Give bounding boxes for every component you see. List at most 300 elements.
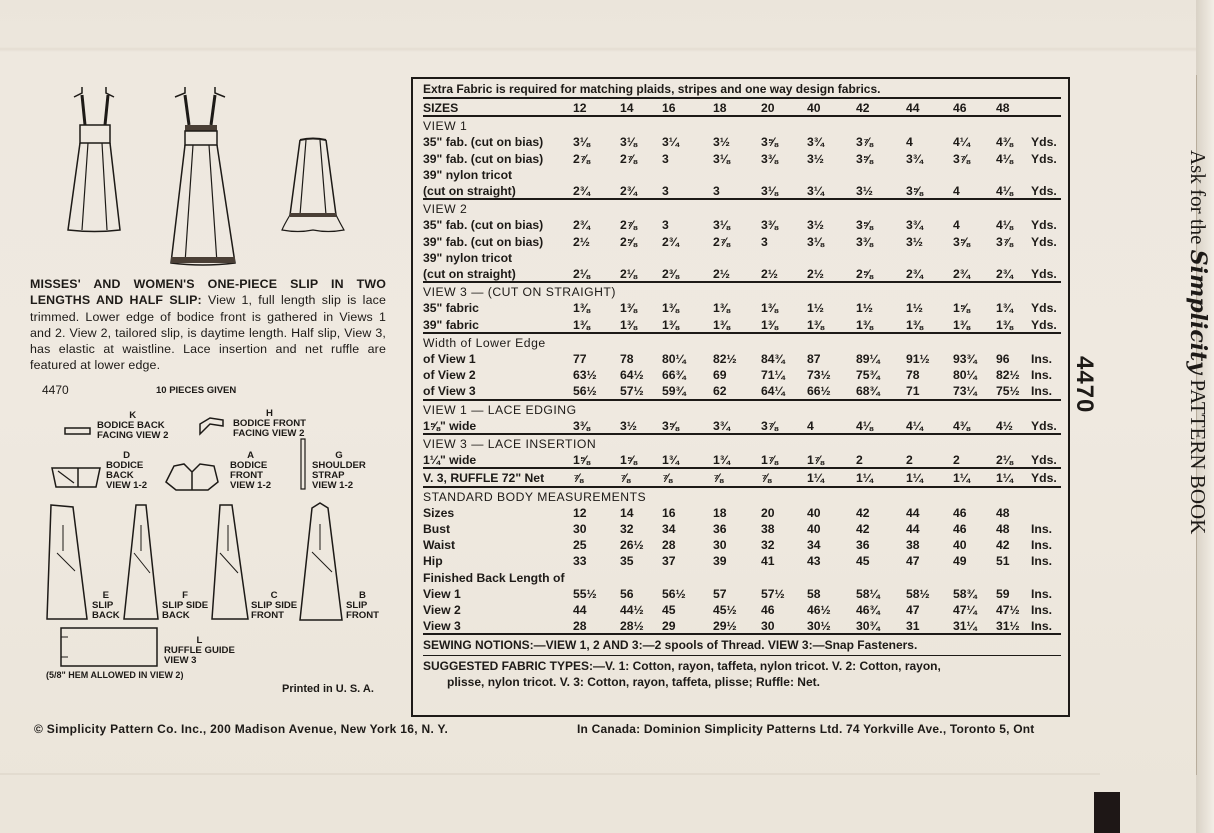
table-cell: 2¾ — [662, 234, 679, 249]
row-label: of View 1 — [423, 352, 476, 366]
piece-e-shape — [45, 503, 90, 621]
table-cell: 1⅜ — [620, 301, 637, 316]
table-cell: 31¼ — [953, 619, 977, 634]
table-cell: 44 — [906, 101, 920, 115]
table-cell: 3⅝ — [953, 234, 970, 249]
unit-label: Ins. — [1031, 554, 1052, 569]
row-label: 39" fabric — [423, 317, 479, 332]
table-cell: 16 — [662, 101, 676, 115]
table-cell: 84¾ — [761, 352, 785, 366]
yardage-chart — [411, 77, 1070, 717]
table-cell: 4⅛ — [996, 218, 1013, 233]
table-cell: 3⅝ — [856, 218, 873, 233]
unit-label: Yds. — [1031, 453, 1057, 468]
table-cell: 1⅜ — [807, 317, 824, 332]
table-cell: 40 — [953, 538, 967, 553]
table-cell: 1¼ — [996, 471, 1013, 486]
table-row — [413, 368, 1068, 383]
table-cell: 30 — [573, 522, 587, 536]
unit-label: Yds. — [1031, 234, 1057, 249]
table-row — [413, 619, 1068, 634]
row-label: 39" nylon tricot — [423, 167, 513, 182]
pattern-description — [30, 276, 386, 374]
table-rule — [423, 433, 1061, 435]
table-cell: 1⅜ — [573, 317, 590, 332]
table-row — [413, 251, 1068, 266]
table-cell: 2⅞ — [620, 151, 637, 166]
table-cell: 1¼ — [856, 471, 873, 486]
table-row — [413, 301, 1068, 316]
table-cell: 2⅛ — [620, 267, 637, 281]
table-cell: 46 — [953, 101, 967, 115]
table-cell: 35 — [620, 554, 634, 569]
table-cell: 49 — [953, 554, 967, 569]
piece-c-label: C SLIP SIDE FRONT — [251, 590, 298, 621]
table-cell: 1½ — [807, 301, 824, 316]
table-cell: 14 — [620, 505, 634, 520]
table-cell: 3⅝ — [856, 151, 873, 166]
piece-b-shape — [298, 500, 344, 622]
table-cell: 1⅜ — [573, 301, 590, 316]
table-rule — [423, 486, 1061, 488]
table-cell: 2⅞ — [713, 234, 730, 249]
table-cell: 78 — [620, 352, 634, 366]
table-cell: 1⅝ — [573, 453, 590, 468]
table-cell: 4 — [906, 135, 913, 150]
table-row — [413, 587, 1068, 602]
table-cell: 58 — [807, 586, 821, 601]
table-row — [413, 152, 1068, 167]
row-label: Finished Back Length of — [423, 570, 565, 585]
unit-label: Yds. — [1031, 135, 1057, 150]
copyright-footer: © Simplicity Pattern Co. Inc., 200 Madison Avenue, New York 16, N. Y. — [34, 722, 449, 736]
table-cell: 62 — [713, 384, 727, 399]
row-label: Hip — [423, 554, 443, 569]
unit-label: Ins. — [1031, 619, 1052, 634]
table-cell: 3½ — [856, 184, 873, 198]
table-cell: 2 — [906, 453, 913, 468]
side-advertisement — [1171, 150, 1211, 690]
table-cell: 12 — [573, 505, 587, 520]
pattern-number-label: 4470 — [42, 383, 69, 397]
piece-k-label: K BODICE BACK FACING VIEW 2 — [97, 410, 169, 441]
table-cell: 30 — [761, 619, 775, 634]
row-label: 39" nylon tricot — [423, 250, 513, 265]
table-cell: 3¾ — [906, 218, 923, 233]
piece-a-shape — [164, 462, 220, 492]
table-cell: 4⅛ — [856, 418, 873, 433]
table-row — [413, 419, 1068, 434]
table-cell: 3½ — [620, 418, 637, 433]
table-cell: 71 — [906, 384, 920, 399]
table-cell: 57 — [713, 586, 727, 601]
table-cell: 47½ — [996, 603, 1020, 617]
table-cell: 47 — [906, 554, 920, 569]
piece-g-shape — [300, 438, 306, 490]
table-cell: 37 — [662, 554, 676, 569]
hem-allowance-note: (5/8" HEM ALLOWED IN VIEW 2) — [46, 670, 184, 680]
piece-l-label: L RUFFLE GUIDE VIEW 3 — [164, 635, 235, 666]
table-cell: 3⅛ — [573, 135, 590, 150]
table-row — [413, 453, 1068, 468]
table-rule — [423, 655, 1061, 656]
table-cell: 1⅜ — [761, 317, 778, 332]
table-cell: 26½ — [620, 538, 644, 553]
table-cell: 2⅝ — [620, 234, 637, 249]
table-cell: 64½ — [620, 368, 644, 383]
table-cell: 89¼ — [856, 352, 880, 366]
row-label: 39" fab. (cut on bias) — [423, 151, 544, 166]
table-cell: ⅞ — [620, 471, 631, 486]
table-cell: 1⅝ — [620, 453, 637, 468]
piece-f-label: F SLIP SIDE BACK — [162, 590, 209, 621]
table-cell: 3⅝ — [906, 184, 923, 198]
row-label: 35" fab. (cut on bias) — [423, 218, 544, 233]
row-label: V. 3, RUFFLE 72" Net — [423, 471, 545, 486]
table-cell: 2⅝ — [856, 267, 873, 281]
table-cell: 31 — [906, 619, 920, 634]
unit-label: Yds. — [1031, 218, 1057, 233]
table-cell: 12 — [573, 101, 587, 115]
table-cell: 3⅞ — [761, 418, 778, 433]
unit-label: Yds. — [1031, 317, 1057, 332]
piece-f-shape — [122, 503, 160, 621]
table-rule — [423, 281, 1061, 283]
table-cell: 63½ — [573, 368, 597, 383]
table-row — [413, 267, 1068, 282]
sewing-notions: SEWING NOTIONS:—VIEW 1, 2 AND 3:—2 spools of Thread. VIEW 3:—Snap Fasteners. — [423, 638, 918, 653]
table-cell: 3⅛ — [761, 184, 778, 198]
row-label: VIEW 1 — LACE EDGING — [423, 402, 577, 417]
table-cell: 3⅝ — [761, 135, 778, 150]
section-title-row — [413, 285, 1068, 300]
row-label: VIEW 1 — [423, 119, 468, 134]
table-cell: 41 — [761, 554, 775, 569]
table-cell: 3⅞ — [856, 135, 873, 150]
table-cell: 29½ — [713, 619, 737, 634]
table-cell: 48 — [996, 505, 1010, 520]
table-rule — [423, 97, 1061, 99]
table-cell: 48 — [996, 522, 1010, 536]
table-row — [413, 571, 1068, 586]
fold-crease — [0, 773, 1100, 775]
table-cell: 1¾ — [662, 453, 679, 468]
row-label: 39" fab. (cut on bias) — [423, 234, 544, 249]
table-cell: 40 — [807, 505, 821, 520]
table-cell: 2¾ — [953, 267, 970, 281]
unit-label: Ins. — [1031, 352, 1052, 366]
table-cell: 80¼ — [953, 368, 977, 383]
table-cell: 1¾ — [713, 453, 730, 468]
table-cell: ⅞ — [761, 471, 772, 486]
table-cell: 1½ — [906, 301, 923, 316]
table-cell: 38 — [761, 522, 775, 536]
row-label: 35" fab. (cut on bias) — [423, 135, 544, 150]
table-cell: 32 — [761, 538, 775, 553]
row-label: of View 2 — [423, 368, 476, 383]
table-cell: 4 — [807, 418, 814, 433]
table-cell: 3⅞ — [996, 234, 1013, 249]
table-cell: 39 — [713, 554, 727, 569]
table-cell: 87 — [807, 352, 821, 366]
table-cell: 93¾ — [953, 352, 977, 366]
table-cell: 78 — [906, 368, 920, 383]
unit-label: Ins. — [1031, 522, 1052, 536]
table-cell: 20 — [761, 505, 775, 520]
table-cell: 2½ — [761, 267, 778, 281]
table-cell: 30 — [713, 538, 727, 553]
table-cell: 44 — [906, 522, 920, 536]
table-cell: 2¾ — [573, 218, 590, 233]
table-cell: 4⅛ — [996, 151, 1013, 166]
table-cell: 40 — [807, 101, 821, 115]
table-cell: 42 — [856, 101, 870, 115]
table-row — [413, 352, 1068, 367]
table-row — [413, 471, 1068, 486]
row-label: View 1 — [423, 586, 461, 601]
fabric-types-line-2: plisse, nylon tricot. V. 3: Cotton, rayon, taffeta, plisse; Ruffle: Net. — [447, 674, 820, 689]
table-rule — [423, 399, 1061, 401]
table-rule — [423, 467, 1061, 469]
row-label: SIZES — [423, 101, 459, 115]
table-cell: 3⅜ — [856, 234, 873, 249]
row-label: View 3 — [423, 619, 461, 634]
side-ad-prefix: Ask for the — [1186, 150, 1210, 245]
table-cell: 44½ — [620, 603, 644, 617]
table-cell: 4½ — [996, 418, 1013, 433]
table-row — [413, 135, 1068, 150]
table-cell: 75½ — [996, 384, 1020, 399]
table-row — [413, 168, 1068, 183]
table-row — [413, 218, 1068, 233]
table-rule — [423, 332, 1061, 334]
table-cell: ⅞ — [662, 471, 673, 486]
table-cell: 77 — [573, 352, 587, 366]
table-cell: 1⅜ — [662, 301, 679, 316]
table-cell: 34 — [807, 538, 821, 553]
table-cell: 48 — [996, 101, 1010, 115]
table-cell: 1⅜ — [620, 317, 637, 332]
printed-in-label: Printed in U. S. A. — [282, 683, 374, 695]
table-cell: 1⅞ — [761, 453, 778, 468]
table-cell: 3¾ — [906, 151, 923, 166]
table-cell: 3⅛ — [807, 234, 824, 249]
table-cell: 44 — [573, 603, 587, 617]
table-cell: 3½ — [906, 234, 923, 249]
piece-d-label: D BODICE BACK VIEW 1-2 — [106, 450, 148, 491]
table-cell: 69 — [713, 368, 727, 383]
table-cell: 2⅛ — [996, 453, 1013, 468]
table-cell: 1⅜ — [713, 301, 730, 316]
table-cell: 1½ — [856, 301, 873, 316]
unit-label: Yds. — [1031, 267, 1057, 281]
table-cell: 44 — [906, 505, 920, 520]
table-cell: 4⅛ — [996, 184, 1013, 198]
table-cell: 57½ — [761, 586, 785, 601]
table-cell: 73¼ — [953, 384, 977, 399]
canada-footer: In Canada: Dominion Simplicity Patterns Ltd. 74 Yorkville Ave., Toronto 5, Ont — [577, 722, 1035, 736]
table-cell: 3½ — [713, 135, 730, 150]
table-cell: 2⅛ — [573, 267, 590, 281]
table-cell: 4⅜ — [996, 135, 1013, 150]
unit-label: Yds. — [1031, 151, 1057, 166]
section-title-row — [413, 403, 1068, 418]
row-label: of View 3 — [423, 384, 476, 399]
table-cell: 28 — [662, 538, 676, 553]
table-cell: 66½ — [807, 384, 831, 399]
row-label: Sizes — [423, 505, 455, 520]
table-cell: 1⅜ — [953, 317, 970, 332]
table-cell: 1¼ — [953, 471, 970, 486]
pattern-number-vertical: 4470 — [1071, 356, 1098, 414]
table-cell: 43 — [807, 554, 821, 569]
section-title-row — [413, 119, 1068, 134]
table-cell: 59¾ — [662, 384, 686, 399]
table-cell: 59 — [996, 586, 1010, 601]
table-cell: 73½ — [807, 368, 831, 383]
table-cell: 2⅞ — [573, 151, 590, 166]
table-cell: 3 — [713, 184, 720, 198]
table-cell: 82½ — [713, 352, 737, 366]
table-cell: 68¾ — [856, 384, 880, 399]
row-label: (cut on straight) — [423, 184, 516, 198]
table-cell: 3½ — [807, 151, 824, 166]
table-cell: 3¼ — [662, 135, 679, 150]
table-cell: 3 — [662, 218, 669, 233]
table-cell: 4 — [953, 218, 960, 233]
table-cell: 1⅜ — [713, 317, 730, 332]
piece-l-shape — [60, 627, 158, 669]
table-cell: 3 — [662, 184, 669, 198]
table-cell: 1⅝ — [953, 301, 970, 316]
table-rule — [423, 633, 1061, 635]
table-cell: 1⅜ — [662, 317, 679, 332]
table-cell: 3⅞ — [953, 151, 970, 166]
section-title-row — [413, 336, 1068, 351]
piece-e-label: E SLIP BACK — [92, 590, 120, 621]
piece-h-label: H BODICE FRONT FACING VIEW 2 — [233, 408, 307, 439]
table-cell: 3⅛ — [620, 135, 637, 150]
table-cell: 30¾ — [856, 619, 880, 634]
table-cell: 2¾ — [906, 267, 923, 281]
unit-label: Ins. — [1031, 538, 1052, 553]
table-cell: 66¾ — [662, 368, 686, 383]
row-label: (cut on straight) — [423, 267, 516, 281]
table-cell: 3⅛ — [713, 218, 730, 233]
unit-label: Ins. — [1031, 384, 1052, 399]
table-cell: 30½ — [807, 619, 831, 634]
table-cell: 1¼ — [906, 471, 923, 486]
table-cell: 42 — [856, 522, 870, 536]
table-cell: 91½ — [906, 352, 930, 366]
table-row — [413, 538, 1068, 553]
table-row — [413, 603, 1068, 618]
table-cell: 1⅜ — [761, 301, 778, 316]
table-cell: 47 — [906, 603, 920, 617]
table-cell: 3¾ — [807, 135, 824, 150]
row-label: 35" fabric — [423, 301, 479, 316]
envelope-tab-mark — [1094, 792, 1120, 833]
table-cell: 2½ — [807, 267, 824, 281]
table-cell: 3¼ — [807, 184, 824, 198]
piece-c-shape — [210, 503, 250, 621]
table-cell: 4 — [953, 184, 960, 198]
side-ad-suffix: PATTERN BOOK — [1186, 379, 1210, 535]
table-cell: 1¾ — [996, 301, 1013, 316]
table-cell: 3 — [761, 234, 768, 249]
table-cell: 25 — [573, 538, 587, 553]
table-cell: 2⅜ — [662, 267, 679, 281]
table-cell: 1⅞ — [807, 453, 824, 468]
table-cell: 3¾ — [713, 418, 730, 433]
table-cell: 3⅜ — [573, 418, 590, 433]
table-cell: 38 — [906, 538, 920, 553]
table-cell: 31½ — [996, 619, 1020, 634]
view-2-slip-illustration — [163, 85, 243, 270]
unit-label: Ins. — [1031, 368, 1052, 383]
row-label: Waist — [423, 538, 456, 553]
table-cell: 36 — [713, 522, 727, 536]
table-cell: 96 — [996, 352, 1010, 366]
chart-title: Extra Fabric is required for matching plaids, stripes and one way design fabrics. — [423, 82, 881, 96]
table-cell: 3½ — [807, 218, 824, 233]
table-cell: 46½ — [807, 603, 831, 617]
table-cell: 1⅜ — [996, 317, 1013, 332]
table-cell: 82½ — [996, 368, 1020, 383]
table-cell: 2½ — [573, 234, 590, 249]
section-title-row — [413, 437, 1068, 452]
table-cell: 36 — [856, 538, 870, 553]
row-label: VIEW 2 — [423, 202, 468, 217]
table-row — [413, 318, 1068, 333]
table-cell: 58¾ — [953, 586, 977, 601]
table-cell: 2⅞ — [620, 218, 637, 233]
table-cell: 2½ — [713, 267, 730, 281]
table-cell: 1⅜ — [906, 317, 923, 332]
table-cell: 40 — [807, 522, 821, 536]
table-cell: 45 — [856, 554, 870, 569]
table-cell: 34 — [662, 522, 676, 536]
row-label: 1¼" wide — [423, 453, 477, 468]
piece-k-shape — [64, 426, 92, 436]
table-cell: 3 — [662, 151, 669, 166]
table-cell: 32 — [620, 522, 634, 536]
section-title-row — [413, 490, 1068, 505]
sizes-header-row — [413, 101, 1068, 116]
table-cell: 45½ — [713, 603, 737, 617]
table-row — [413, 522, 1068, 537]
table-cell: 3⅜ — [761, 218, 778, 233]
table-row — [413, 184, 1068, 199]
table-cell: 56 — [620, 586, 634, 601]
table-cell: 56½ — [662, 586, 686, 601]
table-cell: 28 — [573, 619, 587, 634]
table-cell: 3⅜ — [761, 151, 778, 166]
table-row — [413, 554, 1068, 569]
row-label: View 2 — [423, 603, 461, 617]
brand-logo: Simplicity — [1185, 249, 1211, 375]
unit-label: Yds. — [1031, 418, 1057, 433]
description-body: View 1, full length slip is lace trimmed. Lower edge of bodice front is gathered in Views 1 and 2. View 2, tailored slip, is daytime length. Half slip, View 3, has elastic at waistline. Lace insertion and net ruffle are featured at lower edge. — [30, 293, 387, 373]
table-row — [413, 235, 1068, 250]
table-cell: 51 — [996, 554, 1010, 569]
table-cell: 2 — [856, 453, 863, 468]
piece-h-shape — [198, 416, 226, 436]
table-cell: 20 — [761, 101, 775, 115]
table-cell: 46 — [953, 522, 967, 536]
table-cell: 18 — [713, 101, 727, 115]
section-title-row — [413, 202, 1068, 217]
